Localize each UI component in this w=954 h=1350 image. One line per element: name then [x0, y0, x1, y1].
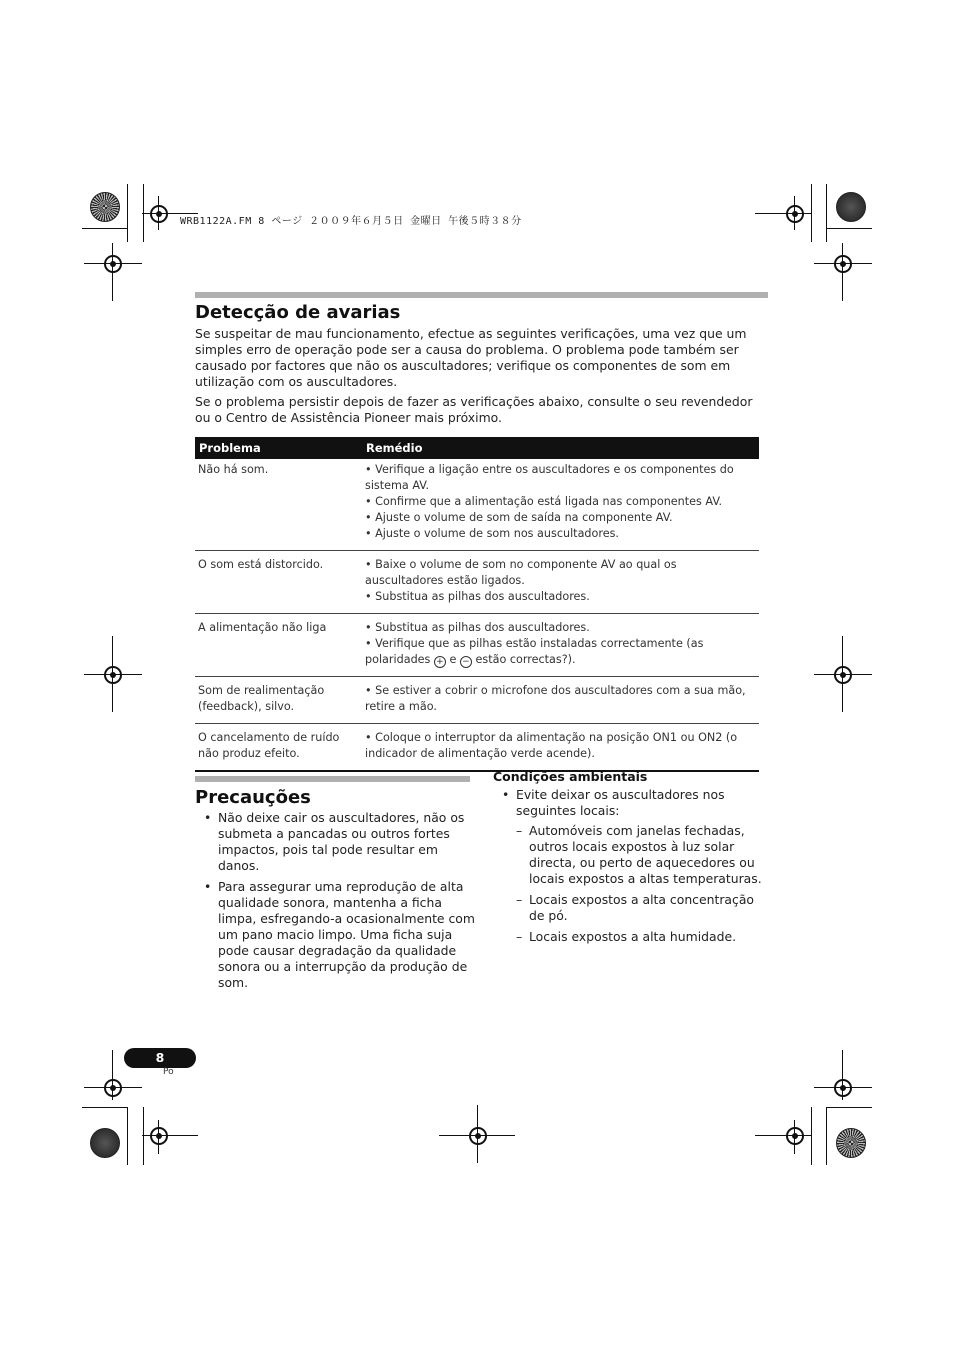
column-header-problem: Problema — [195, 437, 362, 459]
registration-mark-icon — [834, 1079, 852, 1097]
crop-line — [814, 1087, 872, 1088]
intro-paragraph: Se suspeitar de mau funcionamento, efectue as seguintes verificações, uma vez que um simples erro de operação pode ser a causa do problema. O problema pode também ser causado por factores que não os auscultadores; verifique os componentes de som em utilização com os auscultadores. — [195, 326, 747, 389]
remedy-item — [365, 636, 755, 668]
table-row — [195, 724, 759, 772]
registration-mark-icon — [469, 1127, 487, 1145]
crop-line — [842, 243, 843, 301]
crop-disc-icon — [90, 1128, 120, 1158]
sublist-item: – Locais expostos a alta humidade. — [516, 929, 769, 945]
crop-line — [814, 674, 872, 675]
registration-mark-icon — [786, 205, 804, 223]
crop-line — [755, 213, 811, 214]
crop-line — [794, 1120, 795, 1154]
crop-line — [112, 636, 113, 712]
sublist-item: – Locais expostos a alta concentração de pó. — [516, 892, 769, 924]
registration-mark-icon — [150, 1127, 168, 1145]
remedy-item: • Se estiver a cobrir o microfone dos auscultadores com a sua mão, retire a mão. — [365, 684, 746, 713]
crop-line — [127, 184, 128, 242]
crop-line — [826, 1107, 872, 1108]
remedy-text: • Verifique que as pilhas estão instaladas correctamente (as polaridades — [365, 637, 704, 666]
remedy-item: • Baixe o volume de som no componente AV ao qual os auscultadores estão ligados. — [365, 558, 677, 587]
crop-line — [814, 263, 872, 264]
page-language: Po — [163, 1067, 174, 1077]
remedy-cell — [362, 677, 759, 724]
remedy-item: • Ajuste o volume de som nos auscultadores. — [365, 527, 619, 540]
crop-disc-icon — [836, 192, 866, 222]
file-header-note: WRB1122A.FM 8 ページ ２００９年６月５日 金曜日 午後５時３８分 — [180, 216, 522, 227]
remedy-item: • Verifique a ligação entre os auscultadores e os componentes do sistema AV. — [365, 463, 734, 492]
troubleshooting-table — [195, 437, 759, 772]
crop-line — [477, 1105, 478, 1163]
crop-line — [112, 1050, 113, 1100]
section-bar — [195, 292, 768, 298]
crop-line — [811, 1107, 812, 1165]
crop-line — [158, 1120, 159, 1154]
problem-cell: Não há som. — [198, 463, 269, 476]
plus-polarity-icon: + — [434, 656, 446, 668]
crop-line — [143, 1107, 144, 1165]
column-header-remedy: Remédio — [362, 437, 759, 459]
crop-line — [755, 1135, 811, 1136]
table-row — [195, 614, 759, 677]
registration-mark-icon — [104, 1079, 122, 1097]
crop-line — [826, 228, 872, 229]
list-item-text: Evite deixar os auscultadores nos seguintes locais: — [516, 787, 725, 818]
remedy-item: • Substitua as pilhas dos auscultadores. — [365, 590, 590, 603]
page-number: 8 — [124, 1048, 196, 1068]
table-row — [195, 459, 759, 551]
table-header-row — [195, 437, 759, 459]
remedy-text: estão correctas?). — [471, 653, 576, 666]
problem-cell: A alimentação não liga — [195, 614, 362, 677]
registration-mark-icon — [104, 255, 122, 273]
list-item — [493, 787, 769, 945]
sublist-item: – Automóveis com janelas fechadas, outros locais expostos à luz solar directa, ou perto de aquecedores ou locais expostos a altas temperaturas. — [516, 823, 769, 887]
list-item: • Não deixe cair os auscultadores, não os submeta a pancadas ou outros fortes impactos, pois tal pode resultar em danos. — [195, 810, 475, 874]
crop-line — [158, 196, 159, 230]
crop-line — [84, 674, 142, 675]
crop-line — [811, 184, 812, 242]
crop-line — [112, 243, 113, 301]
registration-mark-icon — [834, 255, 852, 273]
remedy-item: • Substitua as pilhas dos auscultadores. — [365, 621, 590, 634]
remedy-cell — [362, 614, 759, 677]
crop-disc-icon — [90, 192, 120, 222]
crop-line — [842, 636, 843, 712]
problem-cell: O som está distorcido. — [195, 551, 362, 614]
crop-line — [826, 1107, 827, 1165]
registration-mark-icon — [150, 205, 168, 223]
table-row — [195, 677, 759, 724]
crop-line — [82, 228, 128, 229]
subsection-title-environment: Condições ambientais — [493, 769, 648, 784]
crop-line — [84, 263, 142, 264]
crop-line — [794, 196, 795, 230]
section-title-precautions: Precauções — [195, 787, 311, 808]
remedy-text: e — [445, 653, 460, 666]
registration-mark-icon — [786, 1127, 804, 1145]
remedy-cell — [362, 551, 759, 614]
intro-paragraph-2: Se o problema persistir depois de fazer as verificações abaixo, consulte o seu revendedor ou o Centro de Assistência Pioneer mais próximo. — [195, 394, 753, 425]
registration-mark-icon — [104, 666, 122, 684]
crop-line — [826, 184, 827, 242]
problem-cell: O cancelamento de ruído não produz efeito. — [195, 724, 362, 772]
crop-disc-icon — [836, 1128, 866, 1158]
precautions-list — [195, 810, 475, 996]
environment-sublist — [516, 823, 769, 945]
list-item: • Para assegurar uma reprodução de alta qualidade sonora, mantenha a ficha limpa, esfregando-a ocasionalmente com um pano macio limpo. Uma ficha suja pode causar degradação da qualidade sonora ou a interrupção da produção de som. — [195, 879, 475, 991]
crop-line — [142, 1135, 198, 1136]
problem-cell: Som de realimentação (feedback), silvo. — [195, 677, 362, 724]
section-title-troubleshooting: Detecção de avarias — [195, 302, 401, 323]
registration-mark-icon — [834, 666, 852, 684]
crop-line — [82, 1107, 128, 1108]
remedy-item: • Ajuste o volume de som de saída na componente AV. — [365, 511, 673, 524]
minus-polarity-icon: − — [460, 656, 472, 668]
table-row — [195, 551, 759, 614]
remedy-item: • Coloque o interruptor da alimentação na posição ON1 ou ON2 (o indicador de alimentação verde acende). — [365, 731, 738, 760]
remedy-cell — [362, 724, 759, 772]
crop-line — [842, 1050, 843, 1100]
crop-line — [84, 1087, 142, 1088]
remedy-item: • Confirme que a alimentação está ligada nas componentes AV. — [365, 495, 723, 508]
remedy-cell — [362, 459, 759, 551]
environment-list — [493, 787, 769, 950]
crop-line — [127, 1107, 128, 1165]
section-bar — [195, 776, 470, 782]
